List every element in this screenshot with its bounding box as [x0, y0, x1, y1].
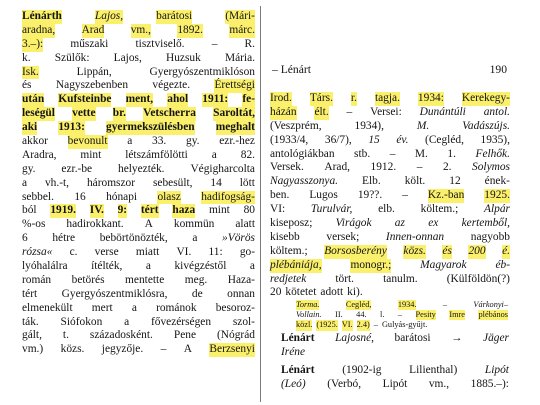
- word: ból: [22, 204, 37, 217]
- text-line: [296, 320, 508, 330]
- text-line: [22, 302, 255, 316]
- word: Versei:: [370, 105, 402, 118]
- highlighted-word: Torma.: [296, 300, 320, 309]
- word: Vadászújs.: [462, 119, 510, 132]
- highlighted-word: Kz.-ban: [427, 189, 465, 202]
- word: ezr.-be: [61, 162, 93, 175]
- word: Virágok: [335, 217, 372, 230]
- word: antológiákban: [270, 147, 335, 160]
- highlighted-word: 1911:: [202, 93, 229, 106]
- highlighted-word: Isk.: [22, 65, 39, 78]
- word: (Leó): [281, 377, 306, 390]
- text-line: [22, 52, 255, 66]
- word: Haza-: [227, 273, 255, 286]
- word: VI.: [176, 246, 192, 259]
- word: (Cegléd,: [425, 133, 464, 146]
- word: 1.: [447, 147, 456, 160]
- word: A: [183, 343, 192, 356]
- word: vh.-t,: [44, 176, 70, 189]
- word: mert: [91, 301, 113, 314]
- word: a: [249, 260, 255, 273]
- word: Lipót: [382, 377, 408, 390]
- word: Lippán,: [76, 65, 112, 78]
- text-line: [270, 175, 510, 189]
- word: R.: [244, 37, 255, 50]
- text-line: [281, 364, 509, 378]
- word: gy.: [186, 135, 200, 148]
- word: év.: [396, 133, 409, 146]
- right-column: [270, 92, 510, 300]
- word: t.: [62, 329, 69, 342]
- word: végezte.: [152, 79, 191, 92]
- word: létszámfölötti: [125, 148, 188, 161]
- word: –: [389, 147, 396, 160]
- text-line: [22, 316, 255, 330]
- column-divider: [260, 6, 261, 402]
- text-line: [22, 343, 255, 357]
- word: ki).: [347, 286, 363, 299]
- highlighted-word: 1919.: [50, 204, 76, 217]
- word: a: [124, 315, 130, 328]
- highlighted-word: aradna,: [22, 23, 56, 36]
- highlighted-word: Borsosberény: [324, 244, 387, 257]
- word: 14: [210, 176, 222, 189]
- word: 6: [22, 232, 28, 245]
- word: Magyarok: [420, 258, 467, 271]
- word: –: [211, 37, 218, 50]
- highlighted-word: közl.: [296, 320, 313, 330]
- word: a: [127, 135, 133, 148]
- word: Vollain.: [296, 310, 322, 320]
- word: helyezték.: [118, 162, 165, 175]
- word: Gyergyószentmiklóson: [149, 65, 255, 78]
- word: –: [346, 105, 353, 118]
- word: Jäger: [483, 332, 509, 344]
- text-line: [270, 245, 510, 259]
- word: onnan: [227, 287, 255, 300]
- word: kommün: [173, 218, 215, 231]
- word: Felhők.: [475, 147, 510, 160]
- text-line: [270, 259, 510, 273]
- word: mint: [208, 204, 230, 217]
- word: sebbel.: [22, 190, 54, 203]
- word: Pene: [173, 329, 197, 342]
- word: II.: [335, 310, 343, 320]
- text-line: [281, 332, 509, 346]
- word: költem.;: [270, 244, 308, 257]
- highlighted-word: Kerekegy-: [461, 92, 510, 104]
- word: M.: [414, 147, 428, 160]
- highlighted-word: Cegléd,: [345, 300, 372, 309]
- highlighted-word: 1925.: [484, 189, 510, 202]
- highlighted-word: r.: [350, 92, 357, 104]
- text-line: [270, 217, 510, 231]
- highlighted-word: VI.: [341, 320, 353, 330]
- highlighted-word: olasz: [157, 190, 181, 203]
- word: románok: [156, 301, 197, 314]
- word: vm.,: [428, 377, 450, 390]
- word: századosként.: [89, 329, 153, 342]
- word: kertemből,: [461, 217, 510, 230]
- word: fővezérségen: [150, 315, 212, 328]
- word: és: [22, 79, 32, 92]
- word: hadirokkant.: [66, 218, 124, 231]
- highlighted-word: 3.–):: [22, 37, 44, 50]
- word: szol-: [232, 315, 255, 328]
- word: stb.: [354, 147, 371, 160]
- word: Elb.: [362, 175, 381, 188]
- highlighted-word: fe-: [242, 93, 255, 106]
- text-line: [281, 378, 509, 392]
- word: műszaki: [70, 37, 109, 50]
- text-line: [22, 24, 255, 38]
- source-note: [296, 300, 508, 331]
- text-line: [270, 134, 510, 148]
- highlighted-word: 9:: [117, 204, 128, 217]
- text-line: [22, 79, 255, 93]
- word: akkor: [22, 135, 48, 148]
- word: l.: [380, 310, 385, 320]
- word: Lénárt: [281, 364, 315, 376]
- word: 1885.–):: [470, 377, 509, 390]
- word: Nagyszebenben: [55, 79, 129, 92]
- highlighted-word: tagja.: [374, 92, 400, 104]
- word: (1933/4,: [270, 133, 309, 146]
- word: Alpár: [484, 203, 510, 216]
- word: Aradra,: [22, 148, 57, 161]
- highlighted-word: Pesity: [415, 310, 436, 320]
- word: sebesült,: [152, 176, 193, 189]
- word: költem.;: [420, 203, 459, 216]
- word: antol.: [483, 105, 510, 118]
- text-line: [22, 329, 255, 343]
- word: 1912.: [370, 161, 397, 174]
- highlighted-word: IV.: [89, 204, 104, 217]
- word: M.: [416, 119, 430, 132]
- word: Arad,: [324, 161, 350, 174]
- text-line: [22, 218, 255, 232]
- word: betörés: [71, 273, 105, 286]
- word: ták.: [22, 315, 39, 328]
- word: –: [160, 343, 167, 356]
- word: Lajos,: [113, 51, 142, 64]
- word: –: [442, 300, 448, 309]
- highlighted-word: Érettségi: [214, 79, 255, 92]
- word: lött: [239, 176, 255, 189]
- entry-lenart-lipot: [281, 364, 509, 392]
- text-line: [270, 203, 510, 217]
- highlighted-word: monogr.;: [350, 258, 392, 271]
- word: ezr.-hez: [219, 135, 255, 148]
- word: költ.: [404, 175, 426, 188]
- word: mint: [80, 148, 102, 161]
- word: A: [144, 218, 153, 231]
- word: kisebb: [270, 230, 300, 243]
- word: Lipót: [484, 364, 509, 376]
- word: 12: [449, 175, 461, 188]
- word: Solymos: [472, 161, 510, 174]
- word: 36/7),: [324, 133, 352, 146]
- text-line: [22, 163, 255, 177]
- word: éb-: [495, 258, 510, 271]
- highlighted-word: gyermekszülésben: [106, 121, 195, 134]
- highlighted-word: (1925.: [316, 320, 338, 330]
- word: Huzsuk: [165, 51, 201, 64]
- word: 19??.: [357, 189, 383, 202]
- text-line: [22, 93, 255, 107]
- highlighted-word: aki: [22, 121, 38, 134]
- word: elb.: [378, 203, 395, 216]
- word: 80: [243, 204, 255, 217]
- word: a: [131, 301, 137, 314]
- text-line: [296, 300, 508, 310]
- word: vm.): [22, 343, 44, 356]
- word: Versek.: [270, 161, 304, 174]
- word: jegyzője.: [101, 343, 144, 356]
- highlighted-word: Saroltát,: [213, 107, 255, 120]
- highlighted-word: márc.: [229, 23, 255, 36]
- word: Nagyasszonya.: [270, 175, 339, 188]
- word: Innen-onnan: [385, 230, 445, 243]
- highlighted-word: Társ.: [309, 92, 333, 104]
- running-header: [272, 63, 507, 76]
- highlighted-word: leségül: [22, 107, 55, 120]
- highlighted-word: Irod.: [270, 92, 292, 104]
- word: kivégzéstől: [174, 260, 227, 273]
- highlighted-word: 1892.: [177, 23, 203, 36]
- word: 44.: [356, 310, 367, 320]
- highlighted-word: br.: [112, 107, 126, 120]
- highlighted-word: Arad: [81, 23, 105, 36]
- word: Mária.: [224, 51, 255, 64]
- highlighted-word: 1934:: [417, 92, 444, 104]
- word: VI:: [270, 203, 286, 216]
- word: tört.: [335, 272, 355, 285]
- running-head: – Lénárt: [272, 63, 311, 76]
- text-line: [22, 121, 255, 135]
- highlighted-word: 1913:: [58, 121, 85, 134]
- text-line: [22, 10, 255, 24]
- word: háromszor: [86, 176, 136, 189]
- word: elmenekült: [22, 301, 73, 314]
- word: hétre: [52, 232, 76, 245]
- word: rózsa«: [22, 246, 53, 259]
- word: a: [22, 176, 28, 189]
- word: Lugos: [309, 189, 338, 202]
- word: Várkonyi–: [473, 300, 508, 309]
- word: a: [192, 232, 198, 245]
- word: tanulm.: [383, 272, 418, 285]
- word: ítélték,: [91, 260, 123, 273]
- word: redjetek: [270, 272, 307, 285]
- text-line: [22, 260, 255, 274]
- word: c.: [69, 246, 78, 259]
- text-line: [270, 92, 510, 106]
- word: kötetet: [285, 286, 317, 299]
- text-line: [270, 148, 510, 162]
- word: Gulyás-gyűjt.: [381, 320, 428, 330]
- entry-lenart-lajosne: [281, 332, 509, 360]
- text-line: [22, 177, 255, 191]
- word: (Veszprém,: [270, 119, 322, 132]
- highlighted-word: Lajos,: [94, 10, 124, 22]
- highlighted-word: ment,: [125, 93, 154, 106]
- word: a: [145, 260, 151, 273]
- highlighted-word: 200: [468, 244, 486, 257]
- word: gy.: [22, 162, 36, 175]
- highlighted-word: és: [442, 244, 452, 257]
- highlighted-word: 1934.: [397, 300, 417, 309]
- word: –: [402, 189, 408, 202]
- highlighted-word: Berzsenyi: [209, 343, 255, 356]
- word: 20: [270, 286, 282, 299]
- highlighted-word: házán: [270, 105, 297, 118]
- word: »Vörös: [222, 232, 255, 245]
- word: Szülők:: [54, 51, 90, 64]
- word: ex: [428, 217, 439, 230]
- word: –: [416, 161, 423, 174]
- highlighted-word: é.: [502, 244, 510, 257]
- word: gált,: [22, 329, 42, 342]
- word: 1935),: [480, 133, 510, 146]
- highlighted-word: ahol: [167, 93, 189, 106]
- word: közs.: [60, 343, 85, 356]
- page-number: 190: [489, 63, 507, 76]
- text-line: [22, 135, 255, 149]
- word: bebörtönözték,: [99, 232, 168, 245]
- highlighted-word: hadifogság-: [201, 190, 255, 203]
- word: –: [373, 320, 378, 330]
- text-line: [22, 66, 255, 80]
- word: (Verbó,: [327, 377, 362, 390]
- text-line: [270, 120, 510, 134]
- word: alatt: [235, 218, 255, 231]
- text-line: [270, 189, 510, 203]
- word: román: [22, 273, 52, 286]
- text-line: [270, 161, 510, 175]
- text-line: [22, 232, 255, 246]
- word: adott: [320, 286, 344, 299]
- word: 82.: [240, 148, 255, 161]
- word: Siófokon: [60, 315, 103, 328]
- word: verse: [94, 246, 119, 259]
- word: Gyergyószentmiklósra,: [61, 287, 168, 300]
- word: 2.: [442, 161, 452, 174]
- text-line: [296, 310, 508, 320]
- text-line: [270, 231, 510, 245]
- word: 11:: [208, 246, 223, 259]
- word: (Külföldön(?): [446, 272, 510, 285]
- word: hónapi: [106, 190, 138, 203]
- text-line: [22, 204, 255, 218]
- word: meg.: [184, 273, 208, 286]
- highlighted-word: (Mári-: [225, 10, 255, 22]
- word: Turulvár,: [310, 203, 353, 216]
- text-line: [270, 286, 510, 300]
- highlighted-word: Kufsteinbe: [58, 93, 112, 106]
- word: az: [394, 217, 405, 230]
- word: miatt: [135, 246, 160, 259]
- highlighted-word: plébános: [478, 310, 508, 320]
- word: (1902-ig: [342, 364, 382, 376]
- left-column: [22, 10, 255, 357]
- highlighted-word: bevonult: [67, 135, 108, 148]
- word: →: [451, 332, 463, 344]
- word: %-os: [22, 218, 46, 231]
- word: versek;: [326, 230, 360, 243]
- highlighted-word: után: [22, 93, 45, 106]
- word: 33.: [152, 135, 167, 148]
- word: de: [191, 287, 203, 300]
- text-line: [22, 274, 255, 288]
- word: Lilienthal): [409, 364, 458, 376]
- word: Dunántúli: [419, 105, 466, 118]
- highlighted-word: haza: [172, 204, 196, 217]
- highlighted-word: közs.: [403, 244, 426, 257]
- word: nagyobb: [470, 230, 510, 243]
- highlighted-word: Imre: [449, 310, 465, 320]
- word: tért: [22, 287, 38, 300]
- word: 15: [368, 133, 380, 146]
- word: barátosi: [394, 332, 431, 344]
- word: k.: [22, 51, 31, 64]
- highlighted-word: tért: [140, 204, 159, 217]
- highlighted-word: plébániája,: [270, 258, 322, 271]
- highlighted-word: Vetscherra: [143, 107, 196, 120]
- word: a: [211, 148, 217, 161]
- text-line: [22, 288, 255, 302]
- text-line: [22, 246, 255, 260]
- text-line: [22, 191, 255, 205]
- highlighted-word: Lénárth: [22, 10, 62, 22]
- word: ben.: [270, 189, 290, 202]
- text-line: [281, 346, 509, 360]
- word: Iréne: [281, 345, 306, 358]
- text-line: [22, 38, 255, 52]
- word: besoroz-: [215, 301, 255, 314]
- word: lyóhalálra: [22, 260, 68, 273]
- word: 16: [74, 190, 86, 203]
- word: ének-: [484, 175, 510, 188]
- text-line: [22, 107, 255, 121]
- word: –: [397, 310, 403, 320]
- highlighted-word: vette: [72, 107, 96, 120]
- word: go-: [239, 246, 255, 259]
- word: Végigharcolta: [190, 162, 255, 175]
- word: (Nógrád: [217, 329, 255, 342]
- highlighted-word: meghalt: [215, 121, 255, 134]
- text-line: [22, 149, 255, 163]
- word: kiseposz;: [270, 217, 313, 230]
- word: 1934),: [354, 119, 384, 132]
- text-line: [270, 273, 510, 287]
- highlighted-word: 2.4): [356, 320, 370, 330]
- word: Lénárt: [281, 332, 315, 344]
- word: Lajosné,: [335, 332, 374, 344]
- word: tisztviselő.: [135, 37, 185, 50]
- word: mentette: [125, 273, 165, 286]
- highlighted-word: barátosi: [156, 10, 193, 22]
- highlighted-word: vm.,: [130, 23, 151, 36]
- text-line: [270, 106, 510, 120]
- highlighted-word: élt.: [314, 105, 329, 118]
